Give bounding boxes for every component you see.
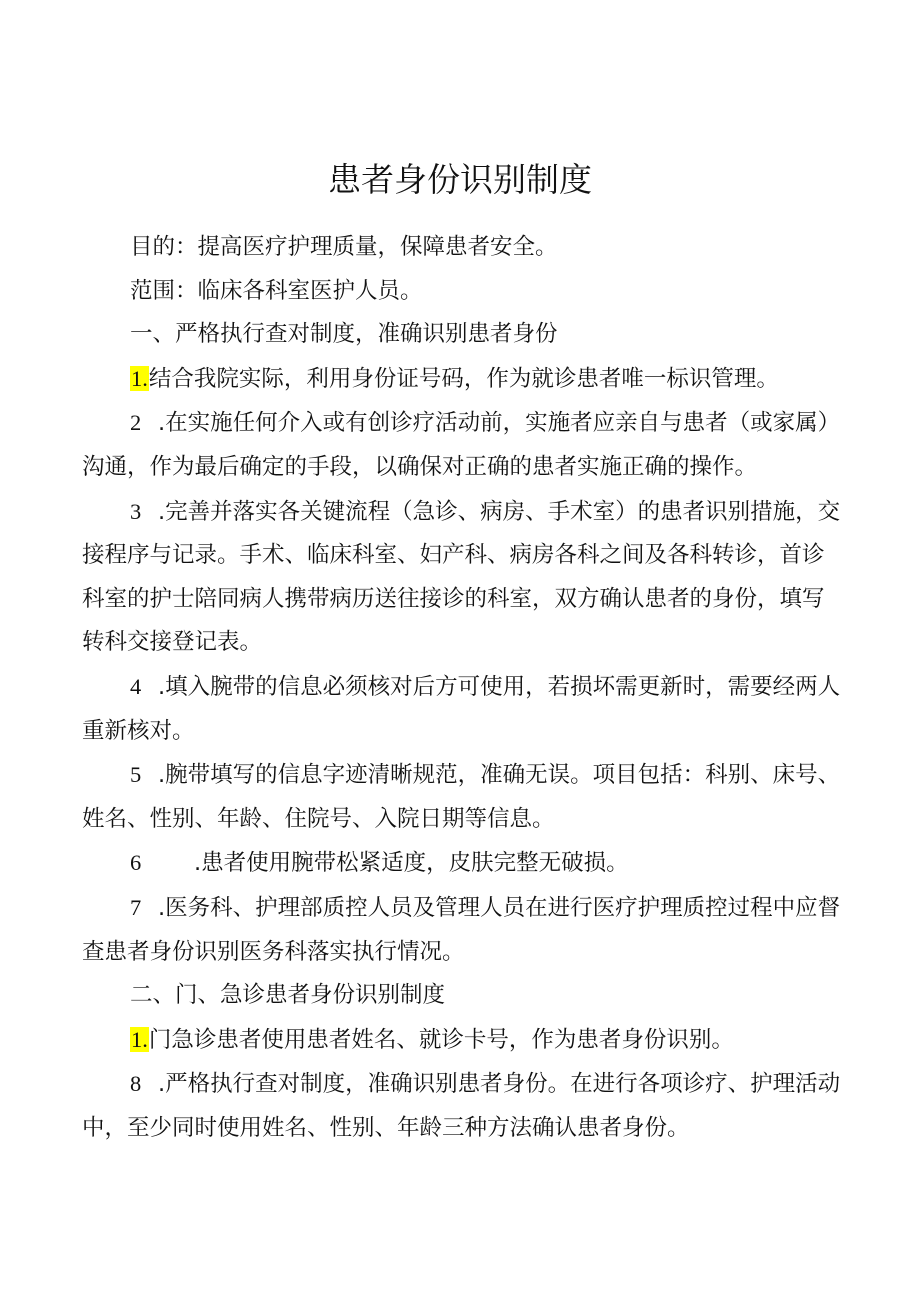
list-item <box>82 665 842 753</box>
list-item <box>82 841 842 886</box>
paragraph-text: 结合我院实际，利用身份证号码，作为就诊患者唯一标识管理。 <box>148 365 779 392</box>
paragraph-text: .完善并落实各关键流程（急诊、病房、手术室）的患者识别措施，交接程序与记录。手术、临床科室、妇产科、病房各科之间及各科转诊，首诊科室的护士陪同病人携带病历送往接诊的科室，双方确认患者的身份，填写转科交接登记表。 <box>82 498 841 656</box>
item-number: 2 <box>130 410 142 436</box>
item-number: 8 <box>130 1071 142 1097</box>
list-item <box>82 401 842 489</box>
paragraph-text: .在实施任何介入或有创诊疗活动前，实施者应亲自与患者（或家属）沟通，作为最后确定的手段，以确保对正确的患者实施正确的操作。 <box>82 410 841 480</box>
list-item <box>82 886 842 974</box>
highlighted-number: 1. <box>131 365 148 391</box>
paragraph-text: .患者使用腕带松紧适度，皮肤完整无破损。 <box>194 850 629 877</box>
paragraph-text: .医务科、护理部质控人员及管理人员在进行医疗护理质控过程中应督查患者身份识别医务科落实执行情况。 <box>82 894 841 965</box>
section-heading-1 <box>82 313 842 357</box>
paragraph-text: 一、严格执行查对制度，准确识别患者身份 <box>130 321 558 348</box>
paragraph-text: .严格执行查对制度，准确识别患者身份。在进行各项诊疗、护理活动中，至少同时使用姓名、性别、年龄三种方法确认患者身份。 <box>82 1071 841 1141</box>
paragraph-text: 范围：临床各科室医护人员。 <box>130 277 423 304</box>
list-item <box>82 1018 842 1063</box>
section-heading-2 <box>82 974 842 1018</box>
paragraph-text: .腕带填写的信息字迹清晰规范，准确无误。项目包括：科别、床号、姓名、性别、年龄、住院号、入院日期等信息。 <box>82 762 841 832</box>
document-title: 患者身份识别制度 <box>328 160 592 199</box>
list-item <box>82 1062 842 1150</box>
item-number: 5 <box>130 762 142 788</box>
list-item <box>82 490 842 665</box>
item-number: 6 <box>130 850 142 876</box>
paragraph-text: 门急诊患者使用患者姓名、就诊卡号，作为患者身份识别。 <box>148 1026 734 1053</box>
highlighted-number: 1. <box>131 1026 148 1052</box>
paragraph-text: .填入腕带的信息必须核对后方可使用，若损坏需更新时，需要经两人重新核对。 <box>82 673 841 744</box>
item-number: 4 <box>130 673 142 699</box>
paragraph-text: 目的：提高医疗护理质量，保障患者安全。 <box>130 234 558 260</box>
list-item <box>82 357 842 402</box>
scope-paragraph <box>82 270 842 314</box>
item-number: 3 <box>130 498 142 524</box>
purpose-paragraph <box>82 226 842 270</box>
item-number: 7 <box>130 894 142 920</box>
paragraph-text: 二、门、急诊患者身份识别制度 <box>130 982 446 1009</box>
document-body <box>82 226 842 1150</box>
list-item <box>82 753 842 841</box>
